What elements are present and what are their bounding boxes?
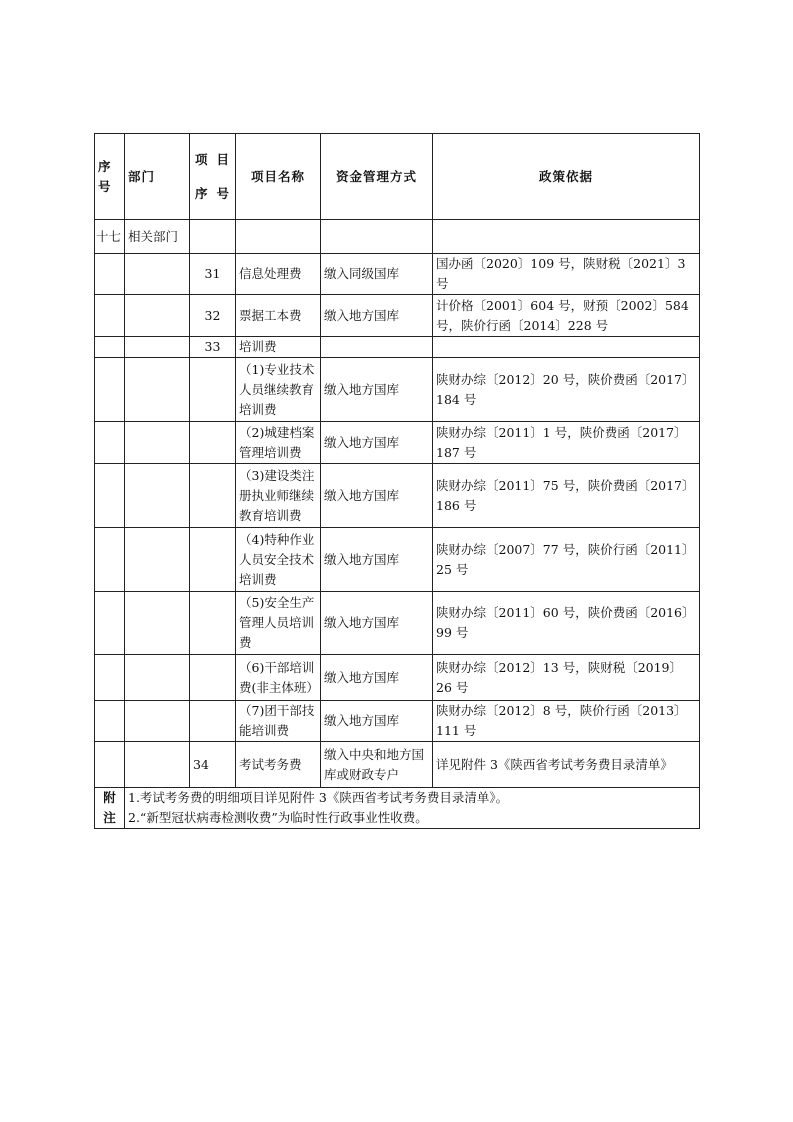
header-item-no-char2: 目 xyxy=(216,151,230,167)
row-fund-method: 缴入地方国库 xyxy=(321,295,433,337)
row-dept xyxy=(125,337,190,358)
row-seq xyxy=(95,464,125,528)
note-line-2: 2.“新型冠状病毒检测收费”为临时性行政事业性收费。 xyxy=(128,810,428,825)
row-fund-method: 缴入同级国库 xyxy=(321,254,433,295)
row-fund-method: 缴入地方国库 xyxy=(321,422,433,464)
row-fund-method: 缴入地方国库 xyxy=(321,464,433,528)
row-item-no: 34 xyxy=(190,742,236,788)
table-row xyxy=(95,655,700,701)
row-fund-method: 缴入地方国库 xyxy=(321,701,433,742)
row-item-no: 32 xyxy=(190,295,236,337)
row-dept xyxy=(125,464,190,528)
row-seq xyxy=(95,742,125,788)
row-item-no xyxy=(190,464,236,528)
row-item-no: 31 xyxy=(190,254,236,295)
row-fund-method xyxy=(321,337,433,358)
header-seq xyxy=(95,134,125,220)
row-seq xyxy=(95,592,125,655)
notes-content xyxy=(125,788,700,829)
row-fund-method: 缴入地方国库 xyxy=(321,358,433,422)
section-empty-fund xyxy=(321,220,433,254)
header-seq-line1: 序 xyxy=(98,158,112,174)
row-policy-basis: 陕财办综〔2011〕1 号，陕价费函〔2017〕187 号 xyxy=(433,422,700,464)
row-item-name: （3)建设类注册执业师继续教育培训费 xyxy=(236,464,321,528)
header-item-no-line2 xyxy=(193,184,232,204)
row-item-no xyxy=(190,592,236,655)
row-fund-method: 缴入地方国库 xyxy=(321,528,433,592)
table-row xyxy=(95,742,700,788)
row-item-name: （4)特种作业人员安全技术培训费 xyxy=(236,528,321,592)
row-dept xyxy=(125,742,190,788)
header-item-name: 项目名称 xyxy=(236,134,321,220)
row-item-name: （6)干部培训费(非主体班） xyxy=(236,655,321,701)
row-item-no: 33 xyxy=(190,337,236,358)
row-policy-basis: 陕财办综〔2012〕8 号，陕价行函〔2013〕111 号 xyxy=(433,701,700,742)
row-dept xyxy=(125,655,190,701)
row-seq xyxy=(95,701,125,742)
section-row xyxy=(95,220,700,254)
row-policy-basis: 详见附件 3《陕西省考试考务费目录清单》 xyxy=(433,742,700,788)
row-dept xyxy=(125,701,190,742)
note-line-1: 1.考试考务费的明细项目详见附件 3《陕西省考试考务费目录清单》。 xyxy=(128,790,509,805)
table-row xyxy=(95,337,700,358)
row-item-name: 信息处理费 xyxy=(236,254,321,295)
header-dept: 部门 xyxy=(125,134,190,220)
header-policy-basis: 政策依据 xyxy=(433,134,700,220)
row-policy-basis: 陕财办综〔2011〕75 号，陕价费函〔2017〕186 号 xyxy=(433,464,700,528)
row-policy-basis: 计价格〔2001〕604 号，财预〔2002〕584 号，陕价行函〔2014〕228 号 xyxy=(433,295,700,337)
row-fund-method: 缴入地方国库 xyxy=(321,655,433,701)
row-policy-basis: 陕财办综〔2011〕60 号，陕价费函〔2016〕99 号 xyxy=(433,592,700,655)
row-policy-basis xyxy=(433,337,700,358)
row-item-no xyxy=(190,358,236,422)
row-seq xyxy=(95,358,125,422)
notes-label: 附注 xyxy=(95,788,125,829)
header-item-no-char4: 号 xyxy=(216,185,230,201)
row-item-no xyxy=(190,528,236,592)
section-empty-policy xyxy=(433,220,700,254)
header-item-no xyxy=(190,134,236,220)
row-seq xyxy=(95,254,125,295)
row-dept xyxy=(125,422,190,464)
header-item-no-char1: 项 xyxy=(195,151,209,167)
table-row xyxy=(95,592,700,655)
row-item-name: （1)专业技术人员继续教育培训费 xyxy=(236,358,321,422)
row-dept xyxy=(125,358,190,422)
header-item-no-char3: 序 xyxy=(195,185,209,201)
row-item-no xyxy=(190,701,236,742)
table-row xyxy=(95,254,700,295)
row-item-no xyxy=(190,422,236,464)
table-row xyxy=(95,464,700,528)
table-row xyxy=(95,358,700,422)
section-dept: 相关部门 xyxy=(125,220,190,254)
row-dept xyxy=(125,528,190,592)
row-seq xyxy=(95,422,125,464)
row-item-name: 培训费 xyxy=(236,337,321,358)
row-seq xyxy=(95,295,125,337)
fee-table xyxy=(94,133,700,829)
row-item-name: 考试考务费 xyxy=(236,742,321,788)
row-item-name: 票据工本费 xyxy=(236,295,321,337)
row-dept xyxy=(125,254,190,295)
section-empty-no xyxy=(190,220,236,254)
row-fund-method: 缴入中央和地方国库或财政专户 xyxy=(321,742,433,788)
row-seq xyxy=(95,337,125,358)
row-item-name: （2)城建档案管理培训费 xyxy=(236,422,321,464)
row-policy-basis: 国办函〔2020〕109 号，陕财税〔2021〕3 号 xyxy=(433,254,700,295)
table-row xyxy=(95,701,700,742)
row-policy-basis: 陕财办综〔2007〕77 号，陕价行函〔2011〕25 号 xyxy=(433,528,700,592)
table-row xyxy=(95,295,700,337)
header-fund-method: 资金管理方式 xyxy=(321,134,433,220)
section-empty-name xyxy=(236,220,321,254)
table-row xyxy=(95,422,700,464)
header-seq-line2: 号 xyxy=(98,178,112,194)
table-row xyxy=(95,528,700,592)
section-seq: 十七 xyxy=(95,220,125,254)
row-seq xyxy=(95,528,125,592)
row-policy-basis: 陕财办综〔2012〕20 号，陕价费函〔2017〕184 号 xyxy=(433,358,700,422)
row-item-name: （5)安全生产管理人员培训费 xyxy=(236,592,321,655)
row-policy-basis: 陕财办综〔2012〕13 号，陕财税〔2019〕26 号 xyxy=(433,655,700,701)
row-item-name: （7)团干部技能培训费 xyxy=(236,701,321,742)
row-seq xyxy=(95,655,125,701)
row-dept xyxy=(125,592,190,655)
row-item-no xyxy=(190,655,236,701)
header-item-no-line1 xyxy=(193,150,232,170)
header-row xyxy=(95,134,700,220)
row-dept xyxy=(125,295,190,337)
row-fund-method: 缴入地方国库 xyxy=(321,592,433,655)
notes-row xyxy=(95,788,700,829)
